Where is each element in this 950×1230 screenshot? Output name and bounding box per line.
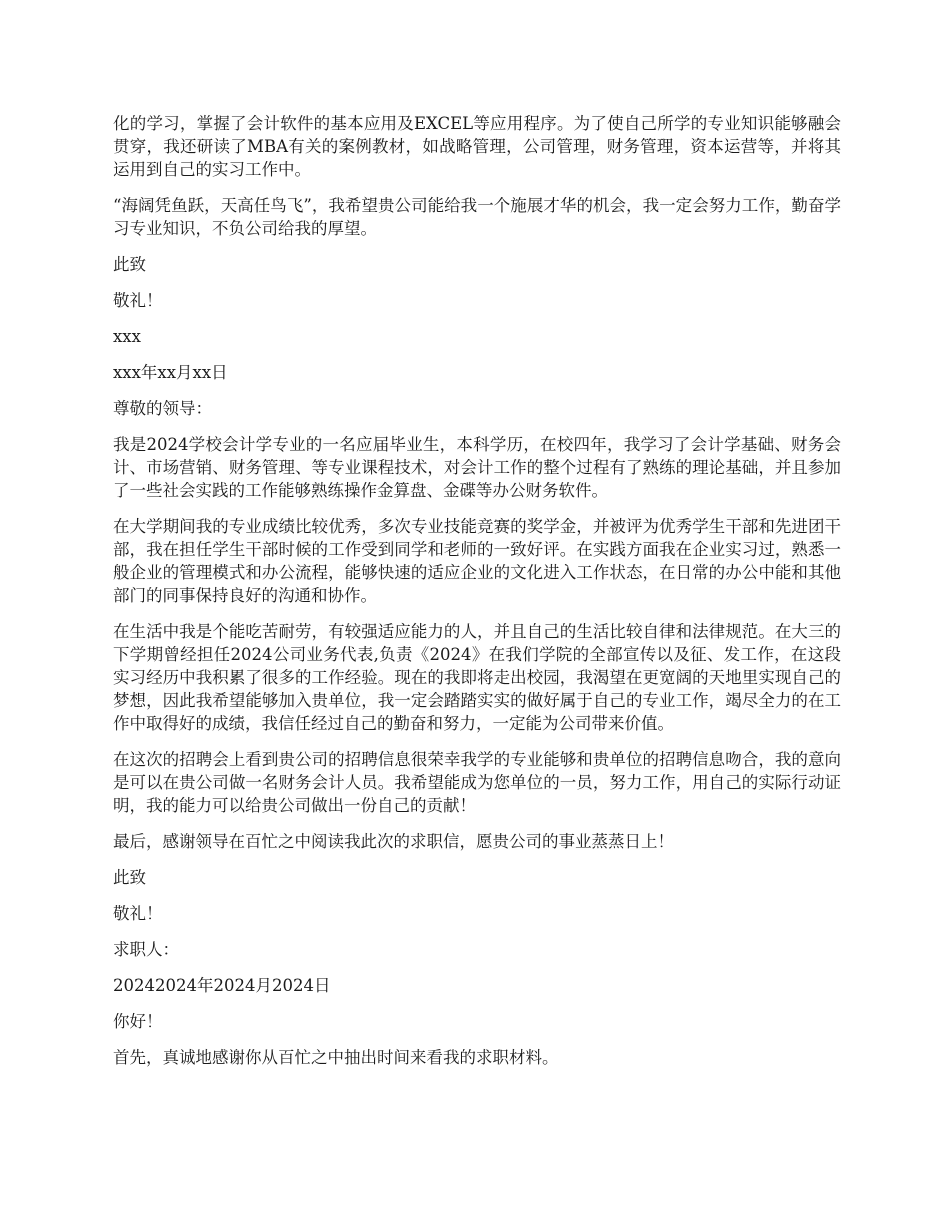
closing-salutation-2: 此致 [113,868,146,887]
greeting-2: 你好！ [113,1012,163,1031]
closing-salutation: 此致 [113,255,146,274]
paragraph-thanks: 最后，感谢领导在百忙之中阅读我此次的求职信，愿贵公司的事业蒸蒸日上！ [113,832,674,851]
paragraph-introduction: 我是2024学校会计学专业的一名应届毕业生，本科学历，在校四年，我学习了会计学基础、财务会计、市场营销、财务管理、等专业课程技术，对会计工作的整个过程有了熟练的理论基础，并且参加了一些社会实践的工作能够熟练操作金算盘、金碟等办公财务软件。 [113,435,841,500]
signature-applicant: 求职人： [113,940,179,959]
greeting: 尊敬的领导： [113,399,212,418]
signature-name: xxx [113,327,141,346]
paragraph-university: 在大学期间我的专业成绩比较优秀，多次专业技能竞赛的奖学金，并被评为优秀学生干部和先进团干部，我在担任学生干部时候的工作受到同学和老师的一致好评。在实践方面我在企业实习过，熟悉一般企业的管理模式和办公流程，能够快速的适应企业的文化进入工作状态，在日常的办公中能和其他部门的同事保持良好的沟通和协作。 [113,517,841,605]
paragraph-opening: 首先，真诚地感谢你从百忙之中抽出时间来看我的求职材料。 [113,1048,559,1067]
document-body [113,112,841,1082]
closing-regards: 敬礼！ [113,291,163,310]
paragraph-intro-continued: 化的学习，掌握了会计软件的基本应用及EXCEL等应用程序。为了使自己所学的专业知识能够融会贯穿，我还研读了MBA有关的案例教材，如战略管理，公司管理，财务管理，资本运营等，并将其运用到自己的实习工作中。 [113,114,841,179]
signature-date: xxx年xx月xx日 [113,363,228,382]
paragraph-life: 在生活中我是个能吃苦耐劳，有较强适应能力的人，并且自己的生活比较自律和法律规范。在大三的下学期曾经担任2024公司业务代表,负责《2024》在我们学院的全部宣传以及征、发工作，在这段实习经历中我积累了很多的工作经验。现在的我即将走出校园，我渴望在更宽阔的天地里实现自己的梦想，因此我希望能够加入贵单位，我一定会踏踏实实的做好属于自己的专业工作，竭尽全力的在工作中取得好的成绩，我信任经过自己的勤奋和努力，一定能为公司带来价值。 [113,622,841,733]
closing-regards-2: 敬礼！ [113,904,163,923]
signature-date-2: 20242024年2024月2024日 [113,976,331,995]
paragraph-recruitment: 在这次的招聘会上看到贵公司的招聘信息很荣幸我学的专业能够和贵单位的招聘信息吻合，我的意向是可以在贵公司做一名财务会计人员。我希望能成为您单位的一员，努力工作，用自己的实际行动证明，我的能力可以给贵公司做出一份自己的贡献！ [113,750,841,815]
paragraph-hope: “海阔凭鱼跃，天高任鸟飞”，我希望贵公司能给我一个施展才华的机会，我一定会努力工作，勤奋学习专业知识，不负公司给我的厚望。 [113,196,841,238]
